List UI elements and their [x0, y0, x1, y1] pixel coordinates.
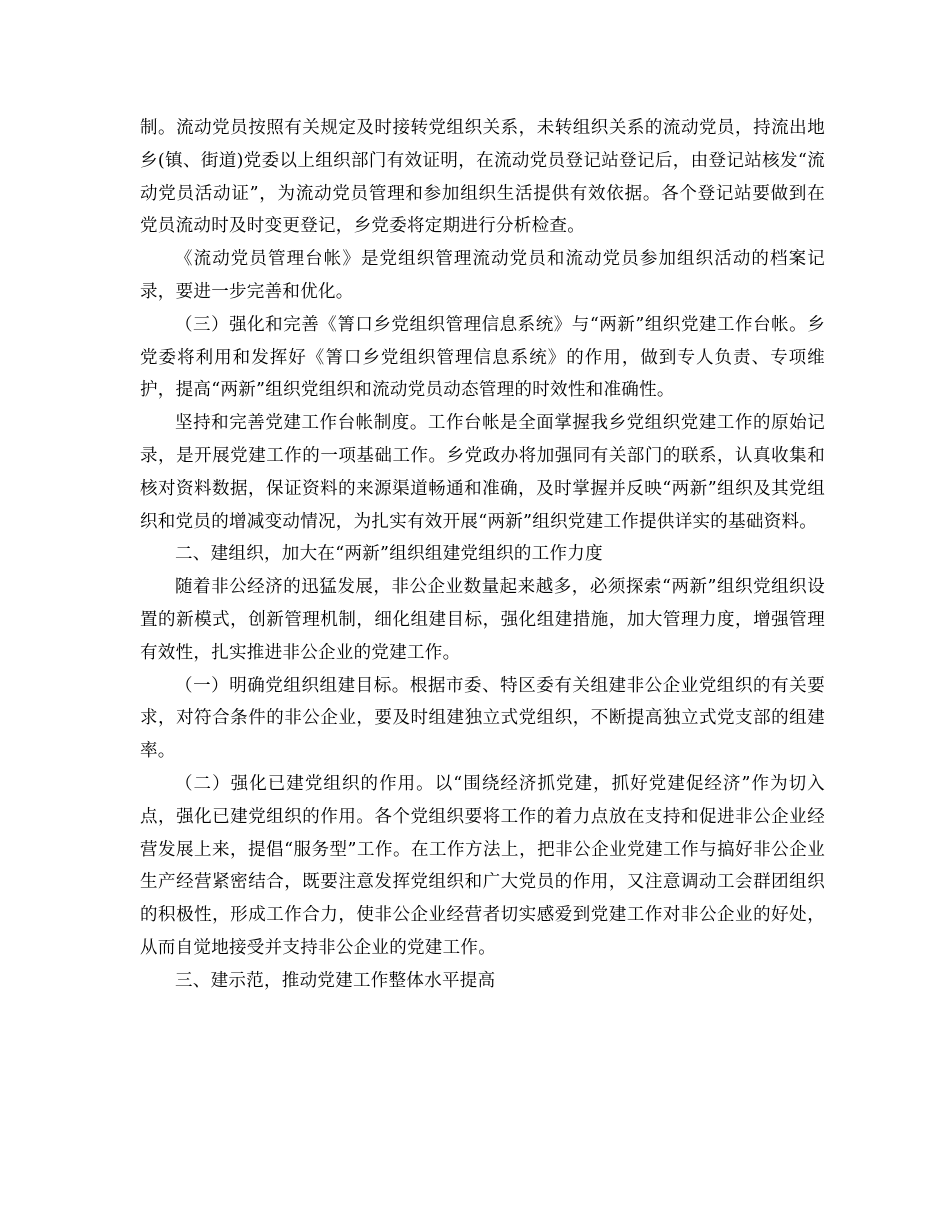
paragraph-ledger: 《流动党员管理台帐》是党组织管理流动党员和流动党员参加组织活动的档案记录，要进一步完善和优化。 [140, 249, 825, 302]
paragraph-subsection-2: （二）强化已建党组织的作用。以“围绕经济抓党建，抓好党建促经济”作为切入点，强化已建党组织的作用。各个党组织要将工作的着力点放在支持和促进非公企业经营发展上来，提倡“服务型”工作。在工作方法上，把非公企业党建工作与搞好非公企业生产经营紧密结合，既要注意发挥党组织和广大党员的作用，又注意调动工会群团组织的积极性，形成工作合力，使非公企业经营者切实感爱到党建工作对非公企业的好处，从而自觉地接受并支持非公企业的党建工作。 [140, 773, 825, 958]
section-heading-3: 三、建示范，推动党建工作整体水平提高 [175, 970, 496, 991]
paragraph-continued: 制。流动党员按照有关规定及时接转党组织关系，未转组织关系的流动党员，持流出地乡(镇、街道)党委以上组织部门有效证明，在流动党员登记站登记后，由登记站核发“流动党员活动证”，为流动党员管理和参加组织生活提供有效依据。各个登记站要做到在党员流动时及时变更登记，乡党委将定期进行分析检查。 [140, 118, 825, 237]
paragraph-non-public-economy: 随着非公经济的迅猛发展，非公企业数量起来越多，必须探索“两新”组织党组织设置的新模式，创新管理机制，细化组建目标，强化组建措施，加大管理力度，增强管理有效性，扎实推进非公企业的党建工作。 [140, 577, 825, 663]
document-body [140, 112, 825, 998]
paragraph-section-3: （三）强化和完善《箐口乡党组织管理信息系统》与“两新”组织党建工作台帐。乡党委将利用和发挥好《箐口乡党组织管理信息系统》的作用，做到专人负责、专项维护，提高“两新”组织党组织和流动党员动态管理的时效性和准确性。 [140, 314, 825, 401]
section-heading-2: 二、建组织，加大在“两新”组织组建党组织的工作力度 [175, 544, 603, 565]
paragraph-ledger-system: 坚持和完善党建工作台帐制度。工作台帐是全面掌握我乡党组织党建工作的原始记录，是开展党建工作的一项基础工作。乡党政办将加强同有关部门的联系，认真收集和核对资料数据，保证资料的来源渠道畅通和准确，及时掌握并反映“两新”组织及其党组织和党员的增减变动情况，为扎实有效开展“两新”组织党建工作提供详实的基础资料。 [140, 413, 825, 532]
paragraph-subsection-1: （一）明确党组织组建目标。根据市委、特区委有关组建非公企业党组织的有关要求，对符合条件的非公企业，要及时组建独立式党组织，不断提高独立式党支部的组建率。 [140, 675, 825, 762]
